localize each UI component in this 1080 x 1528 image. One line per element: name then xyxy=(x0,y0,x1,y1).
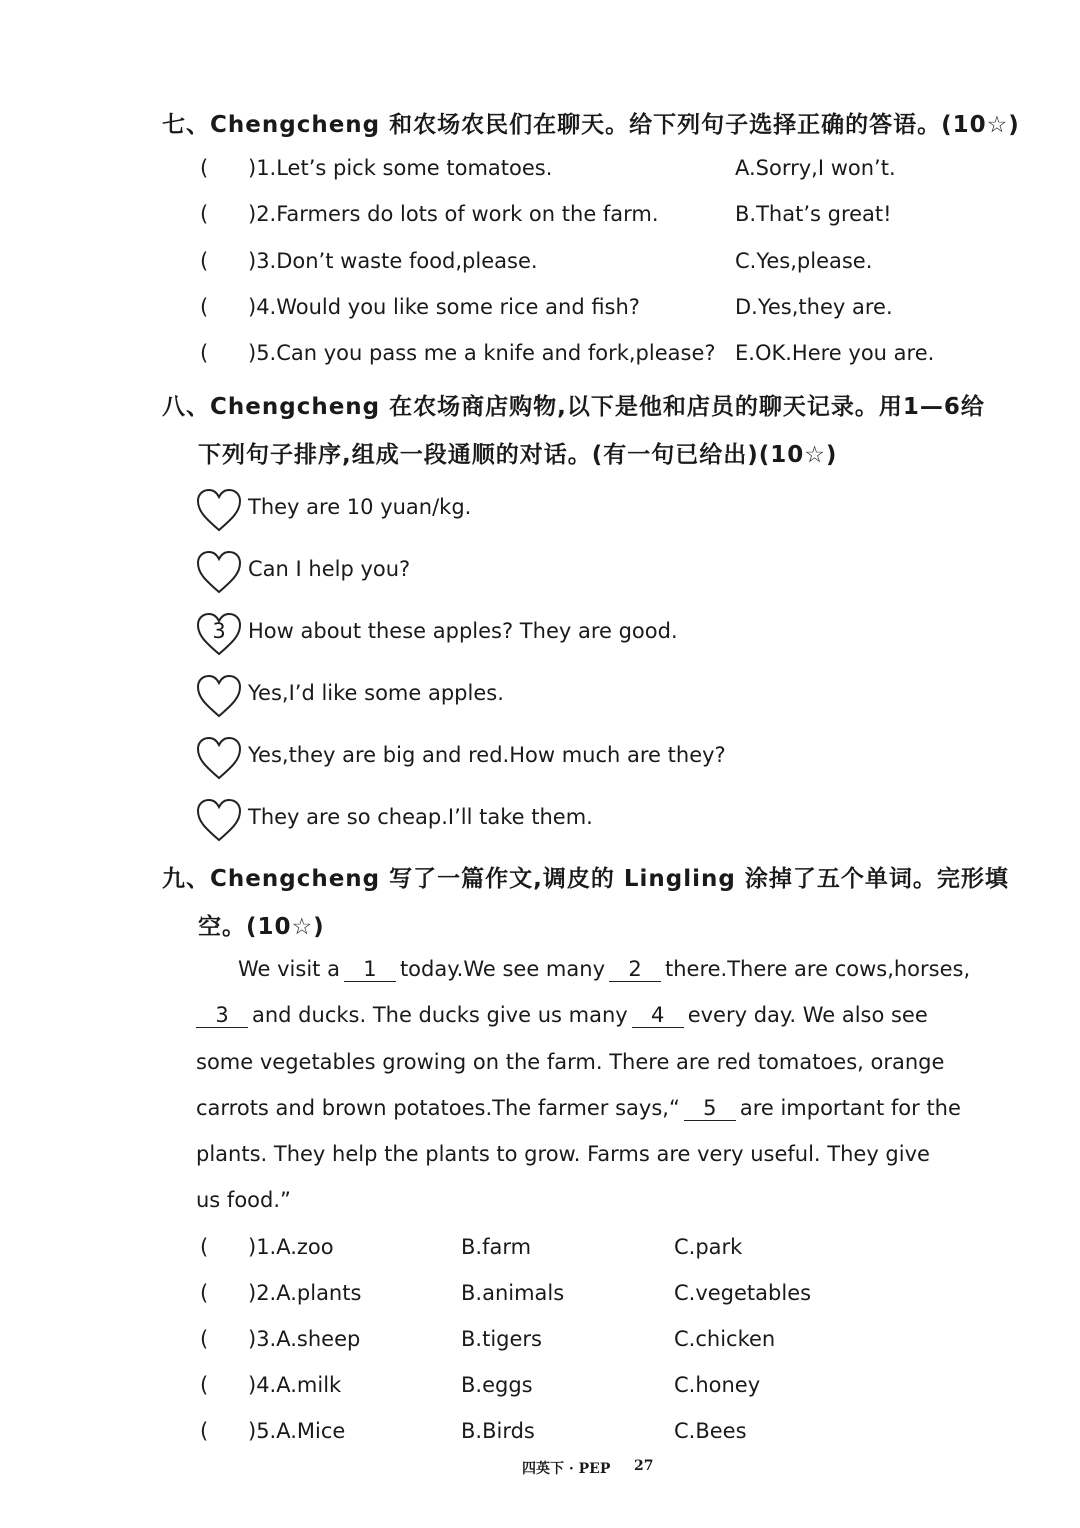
option-c: C.chicken xyxy=(674,1327,776,1351)
answer-option-d: D.Yes,they are. xyxy=(735,295,893,319)
blank-2[interactable]: 2 xyxy=(609,957,661,982)
blank-1[interactable]: 1 xyxy=(344,957,396,982)
answer-paren[interactable]: ( xyxy=(200,341,209,365)
heart-icon xyxy=(195,487,243,533)
passage-line-4: carrots and brown potatoes.The farmer says,“ 5 are important for the xyxy=(196,1096,961,1120)
heart-order-box-given xyxy=(195,611,243,657)
heart-order-box[interactable] xyxy=(195,549,243,595)
footer-label: 四英下 · PEP xyxy=(522,1461,611,1477)
passage-line-6: us food.” xyxy=(196,1188,291,1212)
heart-icon xyxy=(195,797,243,843)
heart-order-box[interactable] xyxy=(195,797,243,843)
answer-paren[interactable]: ( xyxy=(200,249,209,273)
answer-paren[interactable]: ( xyxy=(200,1419,209,1443)
passage-line-3: some vegetables growing on the farm. There are red tomatoes, orange xyxy=(196,1050,945,1074)
option-a: )5.A.Mice xyxy=(248,1419,346,1443)
option-a: )1.A.zoo xyxy=(248,1235,334,1259)
answer-paren[interactable]: ( xyxy=(200,1235,209,1259)
passage-line-2: 3 and ducks. The ducks give us many 4 every day. We also see xyxy=(196,1003,928,1028)
heart-order-box[interactable] xyxy=(195,487,243,533)
heart-icon xyxy=(195,549,243,595)
question-5: )5.Can you pass me a knife and fork,please? xyxy=(248,341,716,365)
blank-5[interactable]: 5 xyxy=(684,1096,736,1121)
question-3: )3.Don’t waste food,please. xyxy=(248,249,538,273)
option-b: B.farm xyxy=(461,1235,532,1259)
heart-icon xyxy=(195,673,243,719)
question-1: )1.Let’s pick some tomatoes. xyxy=(248,156,553,180)
dialogue-line: Yes,I’d like some apples. xyxy=(248,681,504,705)
answer-paren[interactable]: ( xyxy=(200,1373,209,1397)
option-c: C.vegetables xyxy=(674,1281,812,1305)
page-number: 27 xyxy=(634,1458,654,1474)
dialogue-line: Yes,they are big and red.How much are they? xyxy=(248,743,726,767)
heart-order-box[interactable] xyxy=(195,735,243,781)
dialogue-line: They are so cheap.I’ll take them. xyxy=(248,805,593,829)
section8-title-line1: 八、Chengcheng 在农场商店购物,以下是他和店员的聊天记录。用1—6给 xyxy=(162,394,985,420)
answer-option-b: B.That’s great! xyxy=(735,202,892,226)
dialogue-line: They are 10 yuan/kg. xyxy=(248,495,472,519)
question-2: )2.Farmers do lots of work on the farm. xyxy=(248,202,659,226)
answer-paren[interactable]: ( xyxy=(200,295,209,319)
dialogue-line: Can I help you? xyxy=(248,557,411,581)
option-a: )2.A.plants xyxy=(248,1281,362,1305)
section9-title-line1: 九、Chengcheng 写了一篇作文,调皮的 Lingling 涂掉了五个单词。完形填 xyxy=(162,866,1009,892)
answer-paren[interactable]: ( xyxy=(200,202,209,226)
option-b: B.Birds xyxy=(461,1419,535,1443)
option-c: C.honey xyxy=(674,1373,761,1397)
answer-paren[interactable]: ( xyxy=(200,1281,209,1305)
option-c: C.Bees xyxy=(674,1419,747,1443)
answer-paren[interactable]: ( xyxy=(200,1327,209,1351)
option-c: C.park xyxy=(674,1235,743,1259)
blank-4[interactable]: 4 xyxy=(632,1003,684,1028)
section7-title: 七、Chengcheng 和农场农民们在聊天。给下列句子选择正确的答语。(10☆) xyxy=(162,112,1020,138)
answer-paren[interactable]: ( xyxy=(200,156,209,180)
heart-order-box[interactable] xyxy=(195,673,243,719)
question-4: )4.Would you like some rice and fish? xyxy=(248,295,640,319)
section9-title-line2: 空。(10☆) xyxy=(198,914,325,940)
answer-option-c: C.Yes,please. xyxy=(735,249,873,273)
answer-option-e: E.OK.Here you are. xyxy=(735,341,935,365)
option-b: B.eggs xyxy=(461,1373,533,1397)
option-a: )3.A.sheep xyxy=(248,1327,361,1351)
dialogue-line: How about these apples? They are good. xyxy=(248,619,678,643)
option-b: B.tigers xyxy=(461,1327,542,1351)
option-b: B.animals xyxy=(461,1281,565,1305)
section8-title-line2: 下列句子排序,组成一段通顺的对话。(有一句已给出)(10☆) xyxy=(198,442,838,468)
passage-line-5: plants. They help the plants to grow. Farms are very useful. They give xyxy=(196,1142,930,1166)
blank-3[interactable]: 3 xyxy=(196,1003,248,1028)
given-number: 3 xyxy=(212,619,226,643)
heart-icon xyxy=(195,735,243,781)
option-a: )4.A.milk xyxy=(248,1373,342,1397)
answer-option-a: A.Sorry,I won’t. xyxy=(735,156,896,180)
passage-line-1: We visit a 1 today.We see many 2 there.There are cows,horses, xyxy=(238,957,971,981)
